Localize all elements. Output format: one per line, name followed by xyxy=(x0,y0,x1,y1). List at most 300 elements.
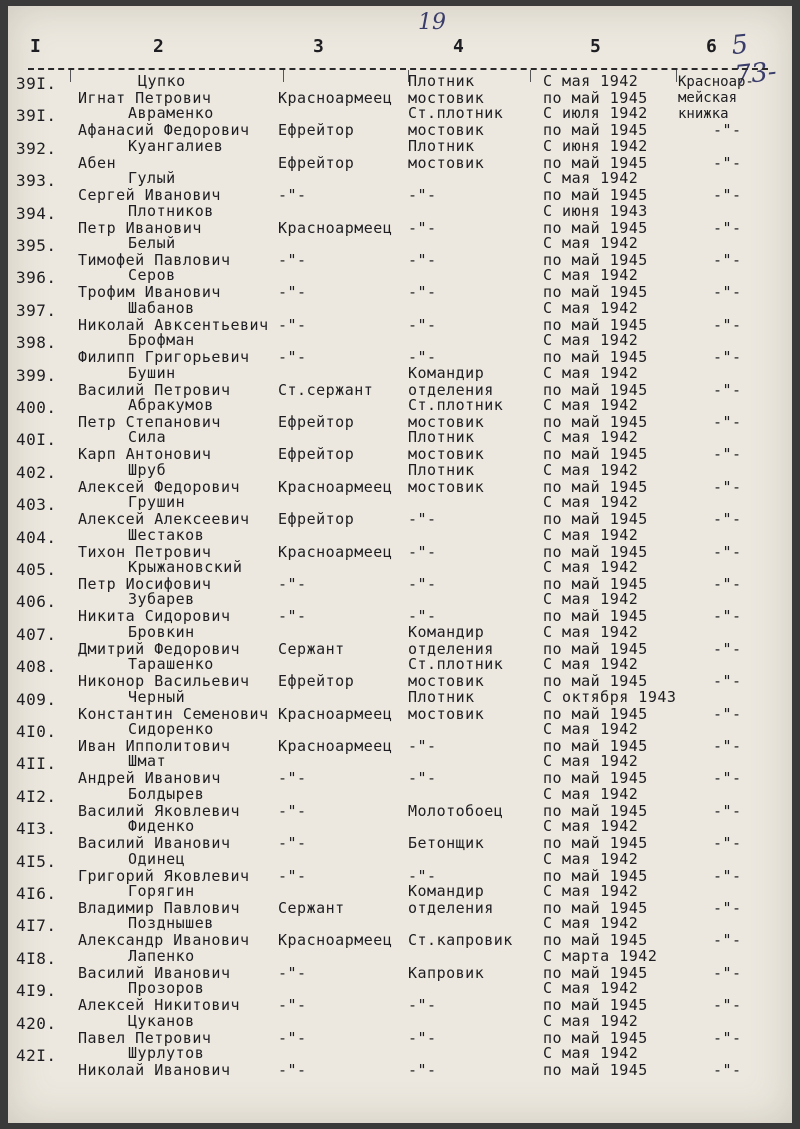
position-bottom: -"- xyxy=(408,251,437,269)
record-row xyxy=(8,234,792,268)
surname: Гулый xyxy=(128,169,176,188)
position-bottom: -"- xyxy=(408,769,437,788)
rank: Сержант xyxy=(278,899,345,917)
column-number-6: 6 xyxy=(706,36,717,57)
service-start: С мая 1942 xyxy=(543,622,639,641)
record-number: 4I2. xyxy=(16,786,57,806)
service-end: по май 1945 xyxy=(543,996,648,1015)
surname: Сидоренко xyxy=(128,720,214,738)
surname: Зубарев xyxy=(128,590,195,609)
first-name: Павел Петрович xyxy=(78,1028,212,1047)
document-header-line: мейская xyxy=(678,90,738,106)
record-number: 404. xyxy=(16,527,57,547)
record-number: 394. xyxy=(16,203,57,223)
position-bottom: мостовик xyxy=(408,121,485,140)
surname: Авраменко xyxy=(128,104,214,123)
position-bottom: мостовик xyxy=(408,704,485,723)
service-end: по май 1945 xyxy=(543,1028,648,1047)
document: -"- xyxy=(713,607,742,626)
record-number: 420. xyxy=(16,1013,57,1033)
record-row xyxy=(8,655,792,689)
service-end: по май 1945 xyxy=(543,801,648,820)
position-top: Плотник xyxy=(408,460,475,479)
service-end: по май 1945 xyxy=(543,413,648,431)
position-bottom: мостовик xyxy=(408,89,485,107)
service-start: С мая 1942 xyxy=(543,914,639,933)
service-end: по май 1945 xyxy=(543,218,648,237)
service-start: С мая 1942 xyxy=(543,396,639,414)
column-number-2: 2 xyxy=(153,36,164,57)
record-row xyxy=(8,979,792,1013)
document: -"- xyxy=(713,315,742,334)
rank: -"- xyxy=(278,801,307,820)
first-name: Алексей Никитович xyxy=(78,996,241,1015)
document: -"- xyxy=(713,834,742,853)
record-number: 42I. xyxy=(16,1046,57,1065)
service-start: С мая 1942 xyxy=(543,784,639,803)
first-name: Филипп Григорьевич xyxy=(78,348,250,367)
document: -"- xyxy=(713,121,742,140)
service-end: по май 1945 xyxy=(543,899,648,917)
surname: Тарашенко xyxy=(128,655,214,674)
service-end: по май 1945 xyxy=(543,575,648,593)
record-row xyxy=(8,623,792,657)
service-start: С мая 1942 xyxy=(543,298,639,317)
rank: -"- xyxy=(278,866,307,885)
record-row xyxy=(8,104,792,138)
service-end: по май 1945 xyxy=(543,704,648,723)
first-name: Никита Сидорович xyxy=(78,607,231,626)
surname: Одинец xyxy=(128,849,186,868)
record-number: 399. xyxy=(16,365,57,385)
surname: Куангалиев xyxy=(128,136,224,155)
record-number: 39I. xyxy=(16,74,57,93)
service-end: по май 1945 xyxy=(543,89,648,107)
rank: -"- xyxy=(278,834,307,853)
document: -"- xyxy=(713,704,742,723)
service-start: С мая 1942 xyxy=(543,428,639,447)
first-name: Алексей Федорович xyxy=(78,477,241,496)
rank: -"- xyxy=(278,996,307,1015)
archive-document-page xyxy=(8,6,792,1123)
rank: Красноармеец xyxy=(278,737,393,755)
service-end: по май 1945 xyxy=(543,510,648,529)
record-number: 392. xyxy=(16,138,57,158)
service-start: С мая 1942 xyxy=(543,363,639,382)
service-start: С мая 1942 xyxy=(543,882,639,900)
position-bottom: мостовик xyxy=(408,672,485,691)
document: -"- xyxy=(713,769,742,788)
position-bottom: мостовик xyxy=(408,153,485,172)
position-bottom: -"- xyxy=(408,1028,437,1047)
rank: -"- xyxy=(278,963,307,982)
record-number: 409. xyxy=(16,689,57,709)
document: -"- xyxy=(713,348,742,367)
service-end: по май 1945 xyxy=(543,866,648,885)
position-bottom: -"- xyxy=(408,866,437,885)
record-row xyxy=(8,1012,792,1046)
record-row xyxy=(8,169,792,203)
document: -"- xyxy=(713,1061,742,1079)
service-start: С мая 1942 xyxy=(543,266,639,285)
record-row xyxy=(8,202,792,236)
service-end: по май 1945 xyxy=(543,834,648,853)
first-name: Владимир Павлович xyxy=(78,899,241,917)
position-top: Плотник xyxy=(408,428,475,447)
first-name: Тимофей Павлович xyxy=(78,251,231,269)
record-row xyxy=(8,558,792,592)
position-bottom: -"- xyxy=(408,510,437,529)
record-number: 393. xyxy=(16,171,57,191)
position-bottom: -"- xyxy=(408,348,437,367)
rank: Ефрейтор xyxy=(278,672,355,691)
first-name: Иван Ипполитович xyxy=(78,737,231,755)
record-row xyxy=(8,752,792,786)
first-name: Василий Петрович xyxy=(78,380,231,399)
rank: -"- xyxy=(278,348,307,367)
record-row xyxy=(8,1044,792,1078)
position-bottom: -"- xyxy=(408,218,437,237)
first-name: Николай Иванович xyxy=(78,1061,231,1079)
position-top: Плотник xyxy=(408,136,475,155)
document: -"- xyxy=(713,153,742,172)
record-row xyxy=(8,882,792,916)
record-number: 408. xyxy=(16,657,57,677)
handwritten-folio-number: 5 73- xyxy=(730,29,778,91)
position-bottom: Молотобоец xyxy=(408,801,504,820)
service-end: по май 1945 xyxy=(543,1061,648,1079)
document: -"- xyxy=(713,963,742,982)
document: -"- xyxy=(713,672,742,691)
surname: Абракумов xyxy=(128,396,214,414)
header-divider xyxy=(28,68,768,70)
document: -"- xyxy=(713,413,742,431)
position-bottom: -"- xyxy=(408,542,437,561)
first-name: Петр Степанович xyxy=(78,413,221,431)
record-number: 400. xyxy=(16,398,57,417)
rank: Ст.сержант xyxy=(278,380,374,399)
first-name: Тихон Петрович xyxy=(78,542,212,561)
position-bottom: отделения xyxy=(408,639,494,658)
service-start: С июня 1943 xyxy=(543,201,648,220)
position-bottom: мостовик xyxy=(408,477,485,496)
rank: Сержант xyxy=(278,639,345,658)
service-end: по май 1945 xyxy=(543,348,648,367)
record-row xyxy=(8,461,792,495)
position-bottom: Ст.капровик xyxy=(408,931,513,950)
service-start: С мая 1942 xyxy=(543,169,639,188)
document: -"- xyxy=(713,251,742,269)
surname: Горягин xyxy=(128,882,195,900)
record-number: 397. xyxy=(16,300,57,320)
service-start: С мая 1942 xyxy=(543,525,639,544)
first-name: Никонор Васильевич xyxy=(78,672,250,691)
column-number-5: 5 xyxy=(590,36,601,57)
first-name: Григорий Яковлевич xyxy=(78,866,250,885)
surname: Бушин xyxy=(128,363,176,382)
record-number: 4I9. xyxy=(16,981,57,1001)
surname: Шурлутов xyxy=(128,1044,205,1062)
record-number: 405. xyxy=(16,560,57,579)
first-name: Абен xyxy=(78,153,117,172)
rank: -"- xyxy=(278,769,307,788)
service-start: С мая 1942 xyxy=(543,331,639,350)
rank: Ефрейтор xyxy=(278,121,355,140)
column-numbers-header xyxy=(8,36,792,66)
first-name: Трофим Иванович xyxy=(78,283,221,302)
surname: Бровкин xyxy=(128,622,195,641)
record-row xyxy=(8,688,792,722)
position-top: Ст.плотник xyxy=(408,396,504,414)
surname: Болдырев xyxy=(128,784,205,803)
first-name: Николай Авксентьевич xyxy=(78,315,269,334)
service-end: по май 1945 xyxy=(543,283,648,302)
position-bottom: -"- xyxy=(408,996,437,1015)
service-start: С мая 1942 xyxy=(543,655,639,674)
document: -"- xyxy=(713,283,742,302)
position-bottom: -"- xyxy=(408,186,437,205)
first-name: Василий Иванович xyxy=(78,834,231,853)
rank: -"- xyxy=(278,1061,307,1079)
rank: -"- xyxy=(278,186,307,205)
rank: -"- xyxy=(278,251,307,269)
document: -"- xyxy=(713,1028,742,1047)
document: -"- xyxy=(713,866,742,885)
surname: Шабанов xyxy=(128,298,195,317)
record-row xyxy=(8,526,792,560)
document: -"- xyxy=(713,186,742,205)
first-name: Василий Яковлевич xyxy=(78,801,241,820)
position-bottom: мостовик xyxy=(408,445,485,464)
record-number: 396. xyxy=(16,268,57,288)
position-top: Плотник xyxy=(408,72,475,90)
record-row xyxy=(8,299,792,333)
surname: Черный xyxy=(128,687,186,706)
surname: Цупко xyxy=(138,72,186,90)
position-top: Командир xyxy=(408,882,485,900)
record-number: 406. xyxy=(16,592,57,612)
record-row xyxy=(8,266,792,300)
service-end: по май 1945 xyxy=(543,931,648,950)
position-bottom: -"- xyxy=(408,315,437,334)
position-bottom: отделения xyxy=(408,380,494,399)
surname: Фиденко xyxy=(128,817,195,836)
surname: Серов xyxy=(128,266,176,285)
first-name: Сергей Иванович xyxy=(78,186,221,205)
surname: Сила xyxy=(128,428,167,447)
record-number: 4I0. xyxy=(16,722,57,741)
service-end: по май 1945 xyxy=(543,251,648,269)
service-end: по май 1945 xyxy=(543,737,648,755)
document: -"- xyxy=(713,931,742,950)
first-name: Игнат Петрович xyxy=(78,89,212,107)
record-row xyxy=(8,914,792,948)
record-number: 4I6. xyxy=(16,884,57,903)
rank: Красноармеец xyxy=(278,704,393,723)
position-bottom: Бетонщик xyxy=(408,834,485,853)
document: -"- xyxy=(713,477,742,496)
surname: Шруб xyxy=(128,460,167,479)
record-number: 403. xyxy=(16,495,57,515)
record-row xyxy=(8,364,792,398)
position-top: Командир xyxy=(408,363,485,382)
first-name: Карп Антонович xyxy=(78,445,212,464)
record-number: 39I. xyxy=(16,106,57,126)
service-start: С мая 1942 xyxy=(543,558,639,576)
rank: -"- xyxy=(278,607,307,626)
record-row xyxy=(8,590,792,624)
surname: Позднышев xyxy=(128,914,214,933)
position-top: Плотник xyxy=(408,687,475,706)
service-start: С мая 1942 xyxy=(543,493,639,512)
position-bottom: -"- xyxy=(408,737,437,755)
record-number: 398. xyxy=(16,333,57,353)
rank: Ефрейтор xyxy=(278,445,355,464)
service-end: по май 1945 xyxy=(543,672,648,691)
document-header-line: Красноар- xyxy=(678,74,754,90)
record-number: 40I. xyxy=(16,430,57,450)
rank: Красноармеец xyxy=(278,477,393,496)
record-row xyxy=(8,428,792,462)
document: -"- xyxy=(713,542,742,561)
service-end: по май 1945 xyxy=(543,769,648,788)
record-number: 402. xyxy=(16,462,57,482)
service-start: С мая 1942 xyxy=(543,720,639,738)
record-row xyxy=(8,72,792,106)
record-number: 395. xyxy=(16,236,57,255)
document: -"- xyxy=(713,510,742,529)
service-start: С октября 1943 xyxy=(543,687,677,706)
position-top: Ст.плотник xyxy=(408,655,504,674)
surname: Грушин xyxy=(128,493,186,512)
first-name: Константин Семенович xyxy=(78,704,269,723)
rank: Ефрейтор xyxy=(278,413,355,431)
document: -"- xyxy=(713,996,742,1015)
column-number-3: 3 xyxy=(313,36,324,57)
record-number: 4I7. xyxy=(16,916,57,936)
record-row xyxy=(8,493,792,527)
service-end: по май 1945 xyxy=(543,153,648,172)
position-bottom: -"- xyxy=(408,575,437,593)
service-end: по май 1945 xyxy=(543,380,648,399)
rank: -"- xyxy=(278,283,307,302)
record-row xyxy=(8,396,792,430)
service-end: по май 1945 xyxy=(543,186,648,205)
service-start: С мая 1942 xyxy=(543,460,639,479)
first-name: Афанасий Федорович xyxy=(78,121,250,140)
rank: -"- xyxy=(278,575,307,593)
service-end: по май 1945 xyxy=(543,542,648,561)
record-number: 4I3. xyxy=(16,819,57,839)
record-row xyxy=(8,137,792,171)
record-row xyxy=(8,850,792,884)
position-bottom: -"- xyxy=(408,607,437,626)
handwritten-page-number: 19 xyxy=(418,10,446,35)
rank: Красноармеец xyxy=(278,89,393,107)
first-name: Алексей Алексеевич xyxy=(78,510,250,529)
rank: Красноармеец xyxy=(278,218,393,237)
document: -"- xyxy=(713,899,742,917)
service-end: по май 1945 xyxy=(543,963,648,982)
service-start: С марта 1942 xyxy=(543,946,658,965)
column-number-4: 4 xyxy=(453,36,464,57)
position-bottom: Капровик xyxy=(408,963,485,982)
document: -"- xyxy=(713,737,742,755)
service-start: С мая 1942 xyxy=(543,752,639,771)
record-number: 4II. xyxy=(16,754,57,774)
first-name: Василий Иванович xyxy=(78,963,231,982)
surname: Шмат xyxy=(128,752,167,771)
position-bottom: -"- xyxy=(408,1061,437,1079)
rank: -"- xyxy=(278,1028,307,1047)
document: -"- xyxy=(713,801,742,820)
position-bottom: -"- xyxy=(408,283,437,302)
record-row xyxy=(8,720,792,754)
first-name: Александр Иванович xyxy=(78,931,250,950)
first-name: Андрей Иванович xyxy=(78,769,221,788)
surname: Прозоров xyxy=(128,979,205,998)
document: -"- xyxy=(713,380,742,399)
service-end: по май 1945 xyxy=(543,639,648,658)
service-end: по май 1945 xyxy=(543,607,648,626)
service-end: по май 1945 xyxy=(543,121,648,140)
rank: Красноармеец xyxy=(278,931,393,950)
record-row xyxy=(8,947,792,981)
position-bottom: отделения xyxy=(408,899,494,917)
document: -"- xyxy=(713,445,742,464)
surname: Цуканов xyxy=(128,1011,195,1030)
record-number: 4I5. xyxy=(16,851,57,871)
service-end: по май 1945 xyxy=(543,445,648,464)
document-header-line: книжка xyxy=(678,106,729,122)
surname: Брофман xyxy=(128,331,195,350)
service-start: С мая 1942 xyxy=(543,849,639,868)
position-top: Ст.плотник xyxy=(408,104,504,123)
first-name: Петр Иванович xyxy=(78,218,202,237)
position-top: Командир xyxy=(408,622,485,641)
position-bottom: мостовик xyxy=(408,413,485,431)
service-start: С мая 1942 xyxy=(543,817,639,836)
service-start: С мая 1942 xyxy=(543,1044,639,1062)
service-start: С мая 1942 xyxy=(543,72,639,90)
first-name: Петр Иосифович xyxy=(78,575,212,593)
record-number: 407. xyxy=(16,624,57,644)
service-start: С июля 1942 xyxy=(543,104,648,123)
record-row xyxy=(8,817,792,851)
first-name: Дмитрий Федорович xyxy=(78,639,241,658)
rank: -"- xyxy=(278,315,307,334)
surname: Плотников xyxy=(128,201,214,220)
rank: Ефрейтор xyxy=(278,153,355,172)
service-start: С мая 1942 xyxy=(543,1011,639,1030)
service-start: С мая 1942 xyxy=(543,590,639,609)
surname: Лапенко xyxy=(128,946,195,965)
document: -"- xyxy=(713,575,742,593)
record-row xyxy=(8,785,792,819)
service-start: С мая 1942 xyxy=(543,234,639,252)
service-start: С июня 1942 xyxy=(543,136,648,155)
rank: Ефрейтор xyxy=(278,510,355,529)
surname: Шестаков xyxy=(128,525,205,544)
record-row xyxy=(8,331,792,365)
rank: Красноармеец xyxy=(278,542,393,561)
surname: Белый xyxy=(128,234,176,252)
service-end: по май 1945 xyxy=(543,477,648,496)
record-number: 4I8. xyxy=(16,948,57,968)
document: -"- xyxy=(713,218,742,237)
service-start: С мая 1942 xyxy=(543,979,639,998)
column-number-1: I xyxy=(30,36,41,57)
